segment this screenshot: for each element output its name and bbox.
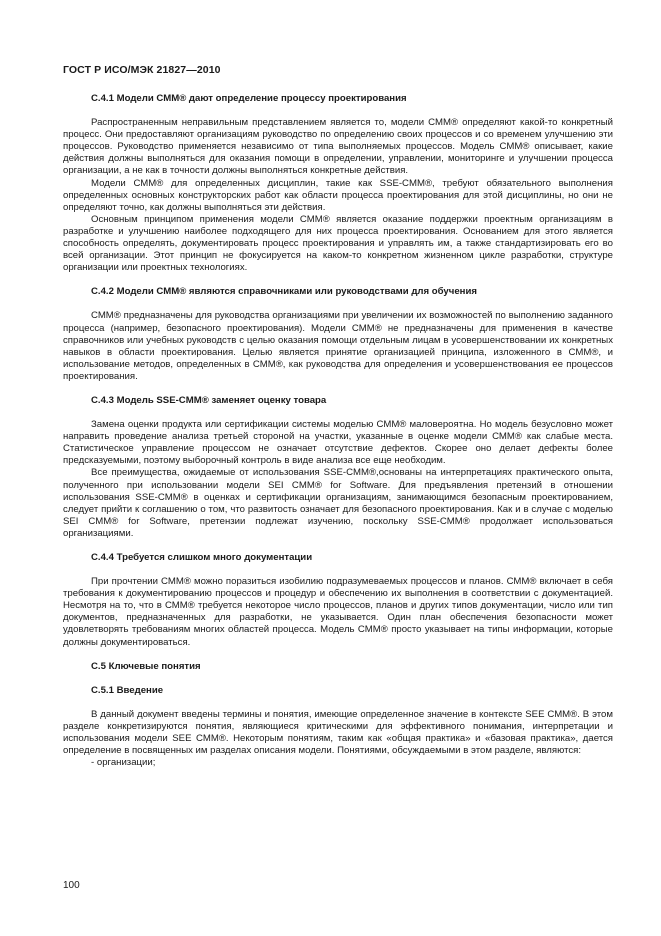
paragraph: Модели СММ® для определенных дисциплин, такие как SSE-CMM®, требуют обязательного выполнения определенных основных конструкторских работ как области процесса проектирования для этой дисциплины, но они не определяют точно, как должны выполняться эти действия. xyxy=(63,177,613,213)
section-heading-c41: C.4.1 Модели СММ® дают определение процессу проектирования xyxy=(91,93,407,104)
document-body xyxy=(63,93,613,769)
spacer xyxy=(63,383,613,395)
spacer xyxy=(63,649,613,661)
spacer xyxy=(63,274,613,286)
list-item: - организации; xyxy=(91,757,156,769)
paragraph: В данный документ введены термины и понятия, имеющие определенное значение в контексте SEE СММ®. В этом разделе конкретизируются понятия, являющиеся критическими для эффективного понимания, интерпретации и использования модели SEE СММ®. Некоторым понятиям, таким как «общая практика» и «базовая практика», дается определение в посвященных им разделах описания модели. Понятиями, обсуждаемыми в этом разделе, являются: xyxy=(63,708,613,757)
section-heading-c44: C.4.4 Требуется слишком много документации xyxy=(91,552,313,563)
paragraph: Все преимущества, ожидаемые от использования SSE-CMM®,основаны на интерпретациях практического опыта, полученного при использовании модели SEI CMM® for Software. Для предъявления претензий в отношении использования SSE-CMM® в оценках и сертификации организациям, занимающимся безопасным проектированием, следует прийти к соглашению о том, что развитость означает для безопасного проектирования. Как и в случае с моделью SEI CMM® for Software, претензии подлежат изучению, поскольку SSE-CMM® продолжает использоваться организациями. xyxy=(63,467,613,539)
paragraph: Замена оценки продукта или сертификации системы моделью СММ® маловероятна. Но модель безусловно может направить проведение анализа третьей стороной на участки, указанные в оценке модели СММ® как слабые места. Статистическое управление процессом не означает отсутствие дефектов. Скорее оно делает дефекты более предсказуемыми, поэтому выборочный контроль в виде анализа все еще необходим. xyxy=(63,419,613,467)
section-heading-c51: С.5.1 Введение xyxy=(91,684,164,696)
section-heading-c5: С.5 Ключевые понятия xyxy=(91,660,201,672)
page-number: 100 xyxy=(63,880,80,891)
section-heading-c42: C.4.2 Модели СММ® являются справочниками или руководствами для обучения xyxy=(91,286,477,298)
spacer xyxy=(63,540,613,552)
standard-header: ГОСТ Р ИСО/МЭК 21827—2010 xyxy=(63,64,221,76)
paragraph: СММ® предназначены для руководства организациями при увеличении их возможностей по выполнению заданного процесса (например, безопасного проектирования). Модели СММ® не предназначены для применения в качестве справочников или учебных руководств с целью оказания помощи отдельным лицам в усовершенствовании их конкретных навыков в области проектирования. Целью является принятие организацией принципа, изложенного в СММ®, и использование методов, определенных в СММ®, как руководства для определения и усовершенствования ее процессов проектирования. xyxy=(63,310,613,382)
paragraph: При прочтении СММ® можно поразиться изобилию подразумеваемых процессов и планов. СММ® включает в себя требования к документированию процессов и процедур и обеспечению их выполнения в соответствии с документацией. Несмотря на то, что в СММ® требуется некоторое число процессов, планов и других типов документации, число или тип документов, предназначенных для разработки, не указывается. Один план обеспечения безопасности может удовлетворять требованиям многих областей процесса. Модель СММ® просто указывает на типы информации, которые должны документироваться. xyxy=(63,576,613,648)
section-heading-c43: C.4.3 Модель SSE-CMM® заменяет оценку товара xyxy=(91,394,327,406)
paragraph: Основным принципом применения модели СММ® является оказание поддержки проектным организациям в разработке и улучшению наиболее подходящего для них процесса проектирования. Основанием для этого является способность определять, документировать процесс проектирования и управлять им, а также стандартизировать его во всей организации. Этот принцип не фокусируется на каком-то конкретном жизненном цикле разработки, структуре организации или проектных технологиях. xyxy=(63,213,613,274)
paragraph: Распространенным неправильным представлением является то, модели СММ® определяют какой-то конкретный процесс. Они предоставляют организациям руководство по определению своих процессов и со временем улучшению эти процессов. Руководство применяется независимо от типа выполняемых процессов. Модель СММ® описывает, какие действия должны выполняться для оказания помощи в определении, управлении, мониторинге и улучшении процесса организации, а не как в точности должны выполняться конкретные действия. xyxy=(63,117,613,177)
